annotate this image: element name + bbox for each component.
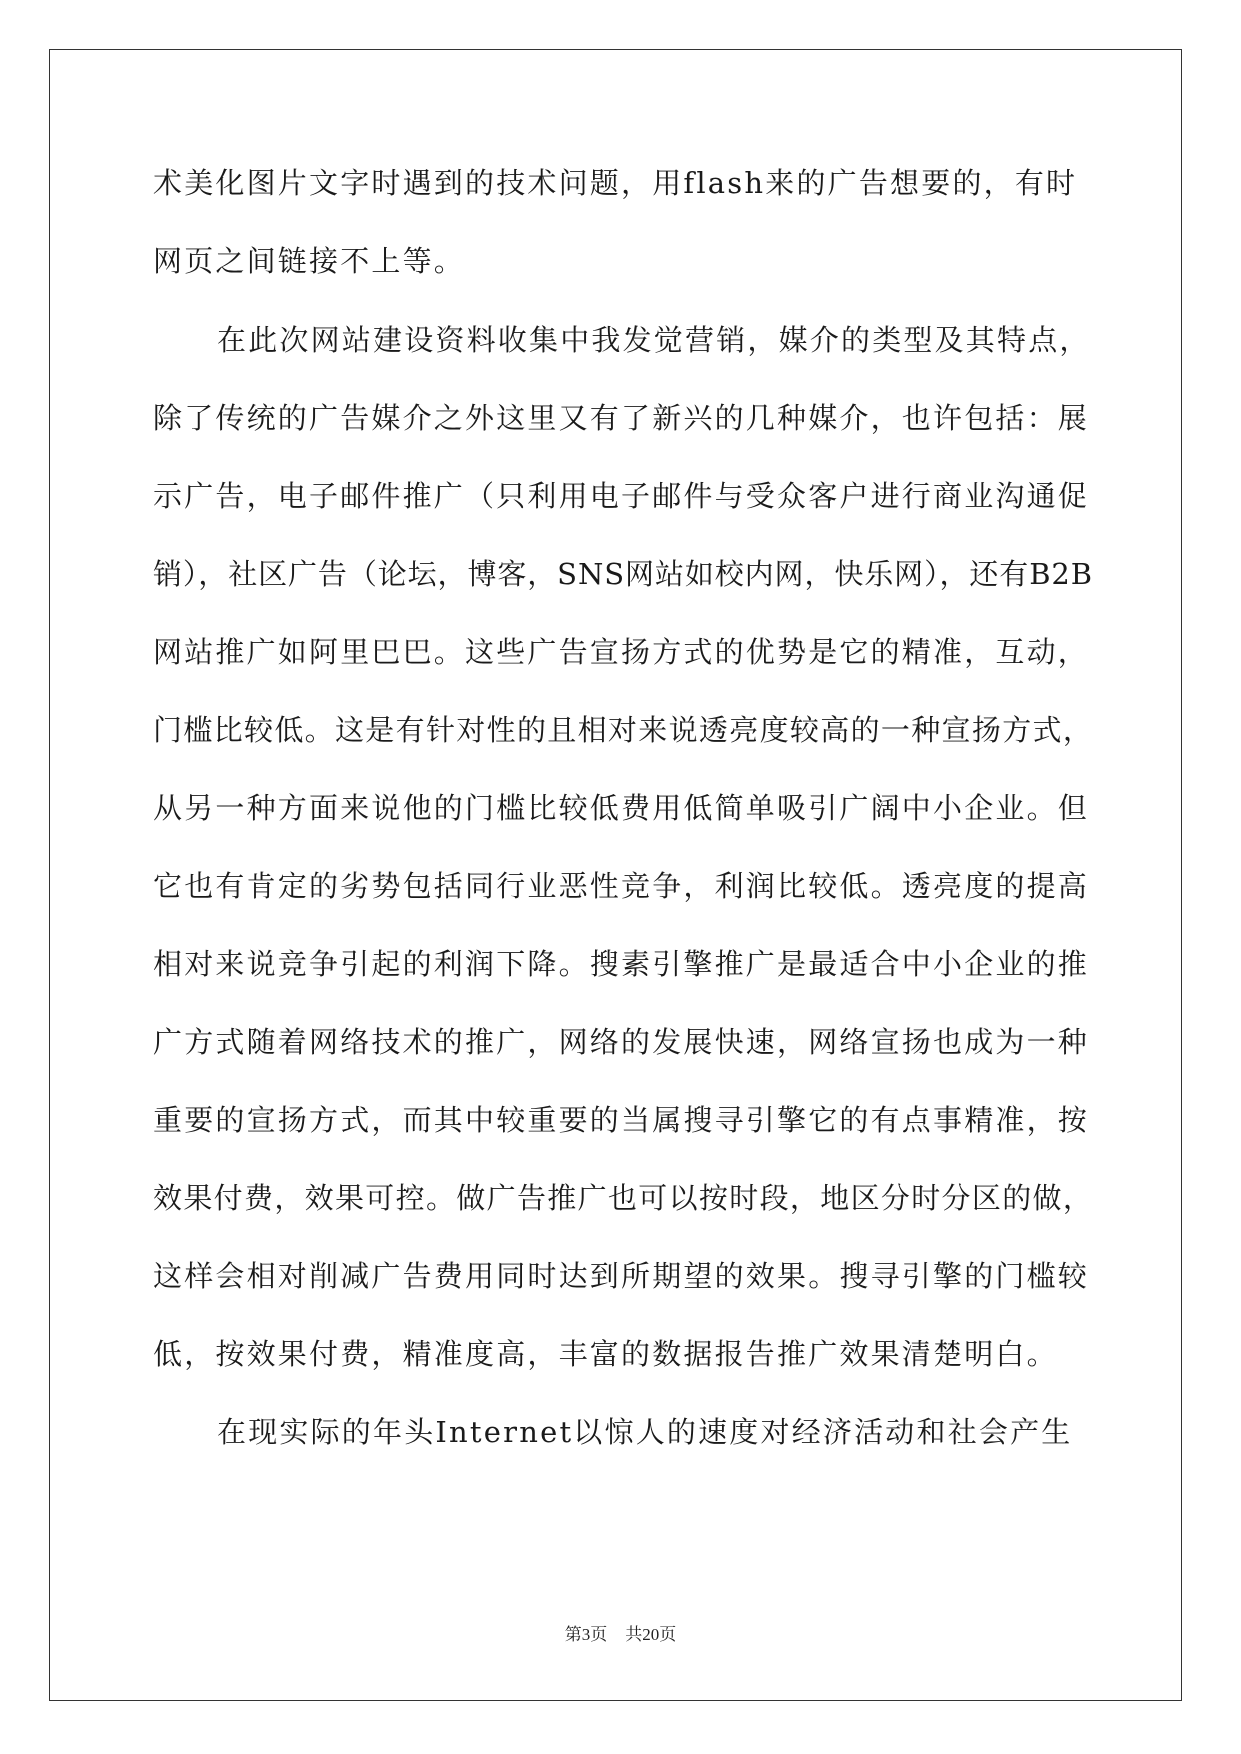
text-line: 术美化图片文字时遇到的技术问题，用flash来的广告想要的，有时 xyxy=(153,166,1078,200)
text-line: 门槛比较低。这是有针对性的且相对来说透亮度较高的一种宣扬方式， xyxy=(153,713,1094,747)
text-line: 低，按效果付费，精准度高，丰富的数据报告推广效果清楚明白。 xyxy=(153,1337,1058,1371)
text-line: 相对来说竞争引起的利润下降。搜素引擎推广是最适合中小企业的推 xyxy=(153,947,1090,981)
page-footer xyxy=(0,1620,1241,1645)
text-line: 广方式随着网络技术的推广，网络的发展快速，网络宣扬也成为一种 xyxy=(153,1025,1090,1059)
page-number: 第3页 xyxy=(564,1625,608,1644)
text-line: 这样会相对削减广告费用同时达到所期望的效果。搜寻引擎的门槛较 xyxy=(153,1259,1090,1293)
text-line: 从另一种方面来说他的门槛比较低费用低简单吸引广阔中小企业。但 xyxy=(153,791,1090,825)
text-line: 销），社区广告（论坛，博客，SNS网站如校内网，快乐网），还有B2B xyxy=(153,557,1093,591)
paragraph-first-line: 在现实际的年头Internet以惊人的速度对经济活动和社会产生 xyxy=(217,1415,1073,1449)
text-line: 网页之间链接不上等。 xyxy=(153,244,466,278)
text-line: 它也有肯定的劣势包括同行业恶性竞争，利润比较低。透亮度的提高 xyxy=(153,869,1090,903)
paragraph-first-line: 在此次网站建设资料收集中我发觉营销，媒介的类型及其特点， xyxy=(217,323,1091,357)
text-line: 效果付费，效果可控。做广告推广也可以按时段，地区分时分区的做， xyxy=(153,1181,1094,1215)
text-line: 除了传统的广告媒介之外这里又有了新兴的几种媒介，也许包括：展 xyxy=(153,401,1090,435)
text-line: 网站推广如阿里巴巴。这些广告宣扬方式的优势是它的精准，互动， xyxy=(153,635,1090,669)
page-total: 共20页 xyxy=(625,1625,677,1644)
text-line: 示广告，电子邮件推广（只利用电子邮件与受众客户进行商业沟通促 xyxy=(153,479,1090,513)
text-line: 重要的宣扬方式，而其中较重要的当属搜寻引擎它的有点事精准，按 xyxy=(153,1103,1090,1137)
